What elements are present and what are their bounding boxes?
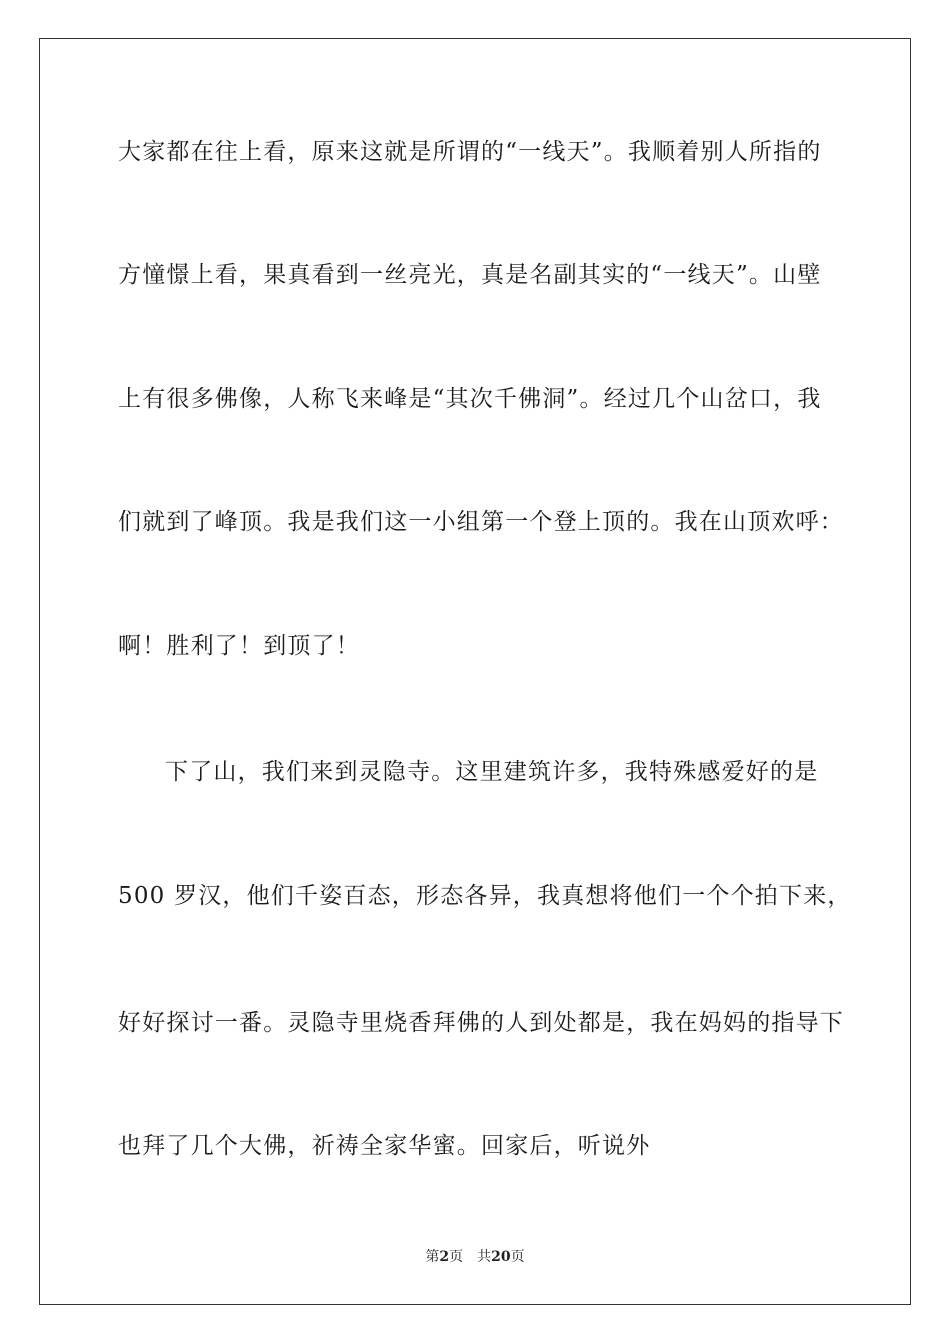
footer-page-prefix: 第 <box>425 1249 440 1265</box>
text-line-1: 大家都在往上看，原来这就是所谓的“一线天”。我顺着别人所指的 <box>118 139 822 165</box>
text-line-4: 们就到了峰顶。我是我们这一小组第一个登上顶的。我在山顶欢呼： <box>118 509 844 535</box>
page-border <box>39 38 911 1305</box>
footer-total-prefix: 共 <box>477 1249 492 1265</box>
text-line-7: 500 罗汉，他们千姿百态，形态各异，我真想将他们一个个拍下来， <box>118 883 852 909</box>
text-line-2: 方憧憬上看，果真看到一丝亮光，真是名副其实的“一线天”。山壁 <box>118 262 822 288</box>
text-line-5: 啊！胜利了！到顶了！ <box>118 633 360 659</box>
footer-page-suffix: 页 <box>449 1249 464 1265</box>
footer-total-suffix: 页 <box>510 1249 525 1265</box>
text-line-9: 也拜了几个大佛，祈祷全家华蜜。回家后，听说外 <box>118 1133 651 1159</box>
paragraph-2-first-line: 下了山，我们来到灵隐寺。这里建筑许多，我特殊感爱好的是 <box>165 759 819 785</box>
footer-total-pages: 20 <box>491 1249 511 1265</box>
text-line-3: 上有很多佛像，人称飞来峰是“其次千佛洞”。经过几个山岔口，我 <box>118 386 822 412</box>
footer-page-number: 2 <box>439 1249 450 1265</box>
text-line-8: 好好探讨一番。灵隐寺里烧香拜佛的人到处都是，我在妈妈的指导下 <box>118 1010 844 1036</box>
page-footer <box>0 1248 950 1266</box>
